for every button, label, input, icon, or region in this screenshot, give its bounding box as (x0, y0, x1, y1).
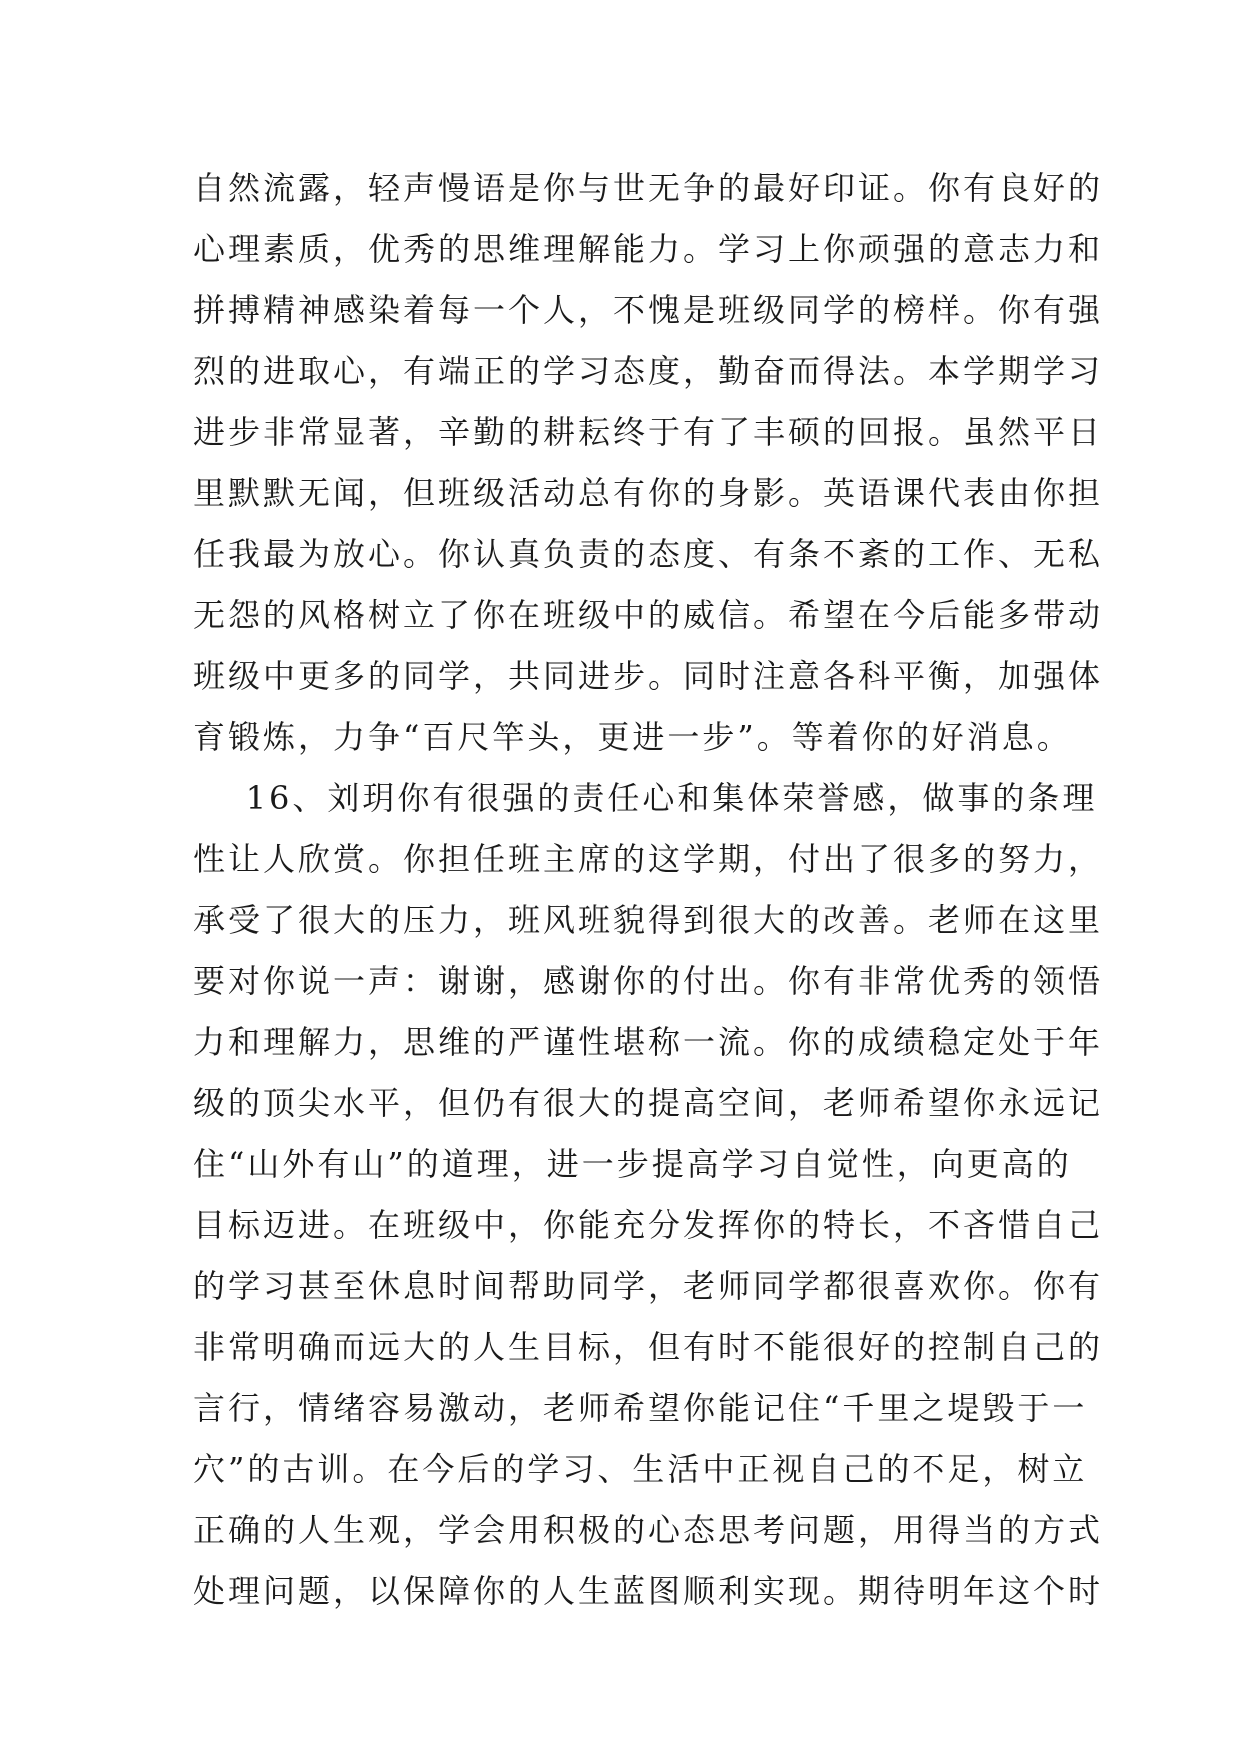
text-line: 级的顶尖水平，但仍有很大的提高空间，老师希望你永远记 (193, 1084, 1104, 1122)
text-line: 育锻炼，力争“百尺竿头，更进一步”。等着你的好消息。 (193, 718, 1072, 756)
text-line: 穴”的古训。在今后的学习、生活中正视自己的不足，树立 (193, 1450, 1088, 1488)
text-line: 班级中更多的同学，共同进步。同时注意各科平衡，加强体 (193, 657, 1104, 695)
text-line: 承受了很大的压力，班风班貌得到很大的改善。老师在这里 (193, 901, 1104, 939)
text-line: 正确的人生观，学会用积极的心态思考问题，用得当的方式 (193, 1511, 1104, 1549)
text-line: 性让人欣赏。你担任班主席的这学期，付出了很多的努力， (193, 840, 1104, 878)
text-line: 心理素质，优秀的思维理解能力。学习上你顽强的意志力和 (193, 230, 1104, 268)
text-line: 住“山外有山”的道理，进一步提高学习自觉性，向更高的 (193, 1145, 1072, 1183)
text-line: 烈的进取心，有端正的学习态度，勤奋而得法。本学期学习 (193, 352, 1104, 390)
text-line: 言行，情绪容易激动，老师希望你能记住“千里之堤毁于一 (193, 1389, 1088, 1427)
text-line: 目标迈进。在班级中，你能充分发挥你的特长，不吝惜自己 (193, 1206, 1104, 1244)
text-line: 非常明确而远大的人生目标，但有时不能很好的控制自己的 (193, 1328, 1104, 1366)
text-line: 任我最为放心。你认真负责的态度、有条不紊的工作、无私 (193, 535, 1104, 573)
text-line: 拼搏精神感染着每一个人，不愧是班级同学的榜样。你有强 (193, 291, 1104, 329)
text-line: 处理问题，以保障你的人生蓝图顺利实现。期待明年这个时 (193, 1572, 1104, 1610)
text-line: 的学习甚至休息时间帮助同学，老师同学都很喜欢你。你有 (193, 1267, 1104, 1305)
text-line: 要对你说一声：谢谢，感谢你的付出。你有非常优秀的领悟 (193, 962, 1104, 1000)
text-line: 无怨的风格树立了你在班级中的威信。希望在今后能多带动 (193, 596, 1104, 634)
text-line: 16、刘玥你有很强的责任心和集体荣誉感，做事的条理 (193, 779, 1098, 817)
text-line: 自然流露，轻声慢语是你与世无争的最好印证。你有良好的 (193, 169, 1104, 207)
body-text (193, 158, 1104, 1622)
text-line: 进步非常显著，辛勤的耕耘终于有了丰硕的回报。虽然平日 (193, 413, 1104, 451)
text-line: 里默默无闻，但班级活动总有你的身影。英语课代表由你担 (193, 474, 1104, 512)
text-line: 力和理解力，思维的严谨性堪称一流。你的成绩稳定处于年 (193, 1023, 1104, 1061)
